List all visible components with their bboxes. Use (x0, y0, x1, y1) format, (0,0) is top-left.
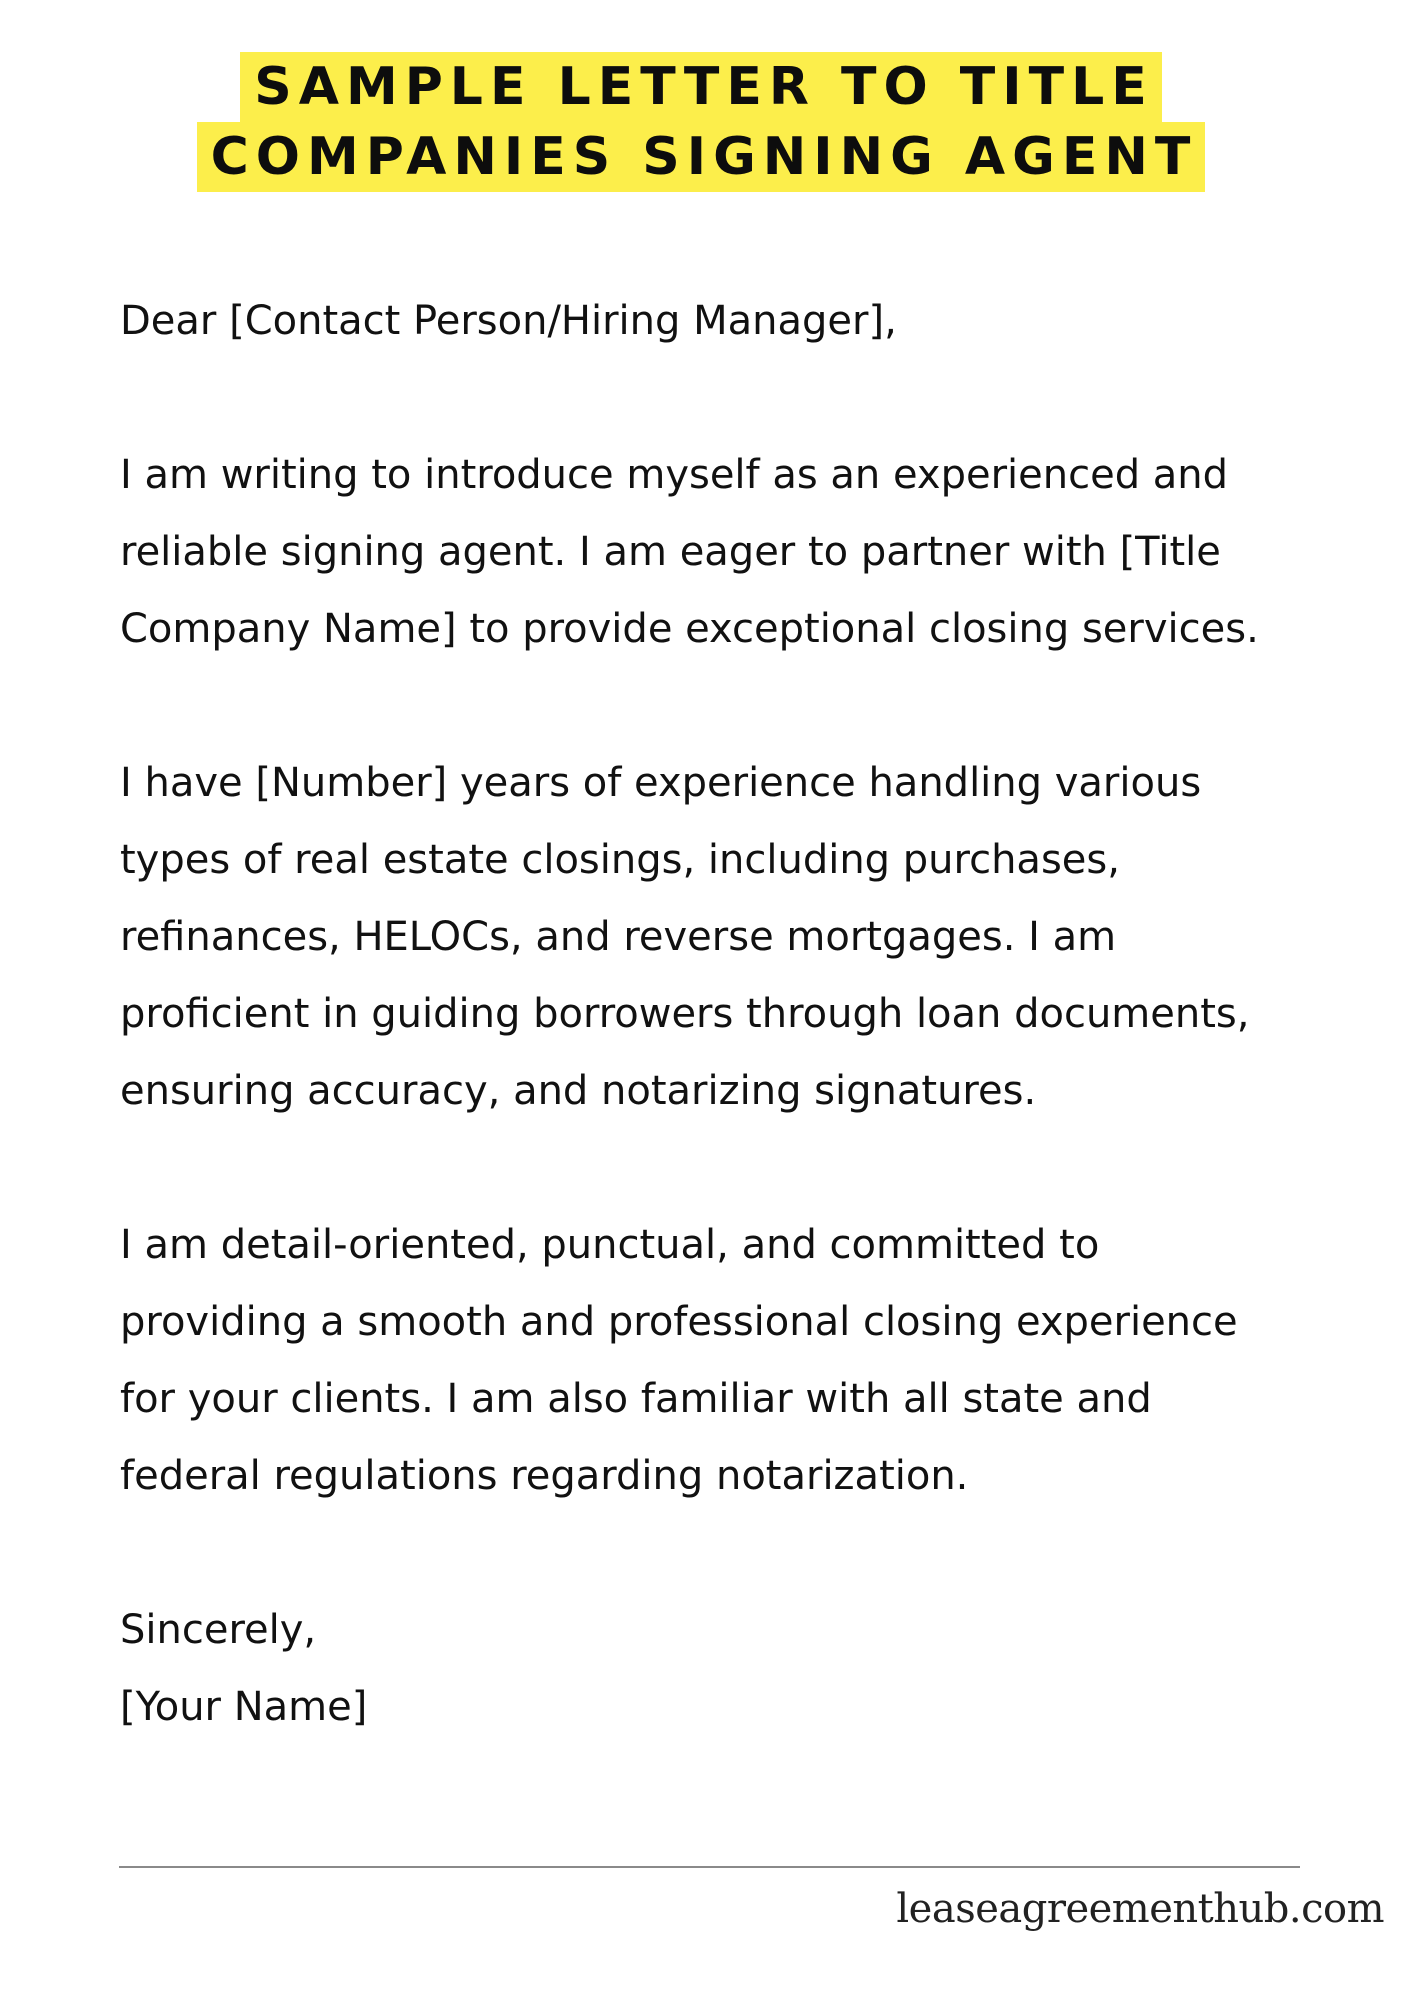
salutation: Dear [Contact Person/Hiring Manager], (120, 298, 897, 344)
paragraph-introduction: I am writing to introduce myself as an experienced and reliable signing agent. I am eager to partner with [Title Company Name] to provide exceptional closing services. (120, 452, 1259, 652)
closing: Sincerely, (120, 1607, 317, 1653)
letter-body (120, 283, 1360, 1746)
footer-website: leaseagreementhub.com (896, 1886, 1384, 1932)
title-line-1: SAMPLE LETTER TO TITLE (240, 52, 1162, 122)
page-title (0, 52, 1414, 192)
title-line-2: COMPANIES SIGNING AGENT (197, 122, 1206, 192)
paragraph-qualities: I am detail-oriented, punctual, and committed to providing a smooth and professional closing experience for your clients. I am also familiar with all state and federal regulations regarding notarization. (120, 1222, 1238, 1499)
footer-divider (119, 1866, 1300, 1868)
signature: [Your Name] (120, 1684, 368, 1730)
paragraph-experience: I have [Number] years of experience handling various types of real estate closings, including purchases, refinances, HELOCs, and reverse mortgages. I am proficient in guiding borrowers through loan documents, ensuring accuracy, and notarizing signatures. (120, 760, 1250, 1114)
